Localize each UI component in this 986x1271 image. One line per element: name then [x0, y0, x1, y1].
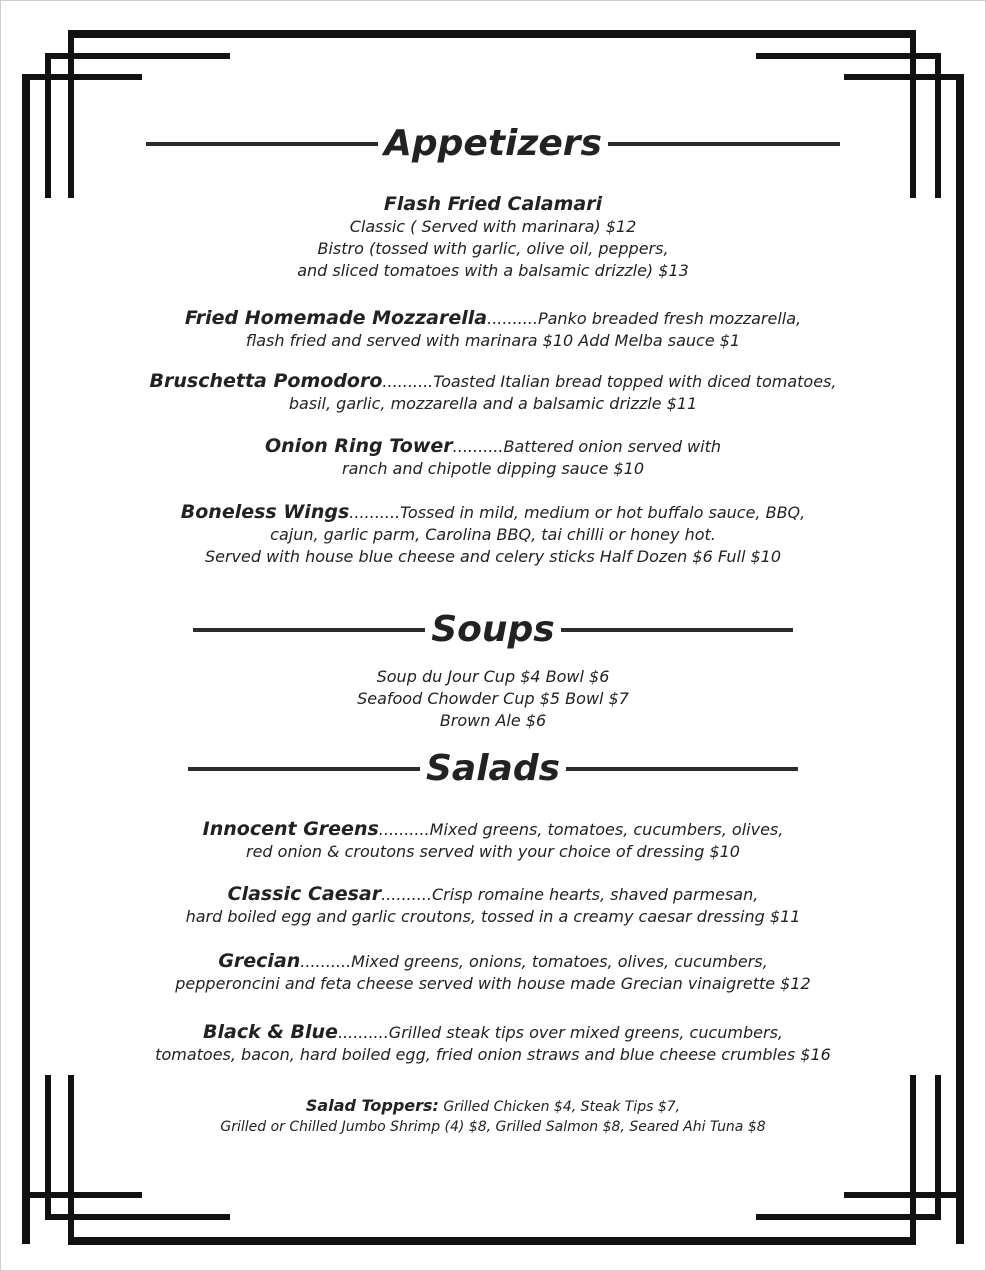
item-desc: ..........Toasted Italian bread topped with diced tomatoes,: [382, 372, 837, 391]
frame-bottom-bar-outer: [68, 1237, 916, 1245]
menu-item-boneless-wings: [110, 501, 876, 568]
menu-item-black-and-blue: [110, 1021, 876, 1066]
item-desc: and sliced tomatoes with a balsamic drizzle) $13: [297, 261, 689, 280]
toppers-desc: Grilled or Chilled Jumbo Shrimp (4) $8, Grilled Salmon $8, Seared Ahi Tuna $8: [220, 1119, 766, 1135]
toppers-desc: Grilled Chicken $4, Steak Tips $7,: [438, 1099, 681, 1115]
item-name: Black & Blue: [203, 1021, 338, 1043]
appetizers-title: Appetizers: [384, 123, 602, 164]
appetizers-heading: [110, 123, 876, 164]
frame-top-bar-outer: [68, 30, 916, 38]
menu-item-grecian: [110, 950, 876, 995]
frame-bottom-bar-inner-left: [22, 1192, 142, 1198]
soup-item: Soup du Jour Cup $4 Bowl $6: [376, 667, 610, 686]
frame-left-bar-middle-top: [45, 53, 51, 198]
frame-right-bar-inner-top: [910, 30, 916, 198]
item-desc: hard boiled egg and garlic croutons, tossed in a creamy caesar dressing $11: [185, 907, 801, 926]
heading-rule-left: [188, 767, 420, 771]
soups-list: [110, 666, 876, 732]
frame-left-bar-middle-bottom: [45, 1075, 51, 1220]
frame-right-bar-outer: [956, 74, 964, 1244]
frame-bottom-bar-middle-right: [756, 1214, 941, 1220]
item-desc: ..........Crisp romaine hearts, shaved parmesan,: [381, 885, 759, 904]
item-desc: flash fried and served with marinara $10 Add Melba sauce $1: [245, 331, 741, 350]
frame-right-bar-middle-bottom: [935, 1075, 941, 1220]
frame-top-bar-inner-left: [22, 74, 142, 80]
menu-item-mozzarella: [110, 307, 876, 352]
menu-item-innocent-greens: [110, 818, 876, 863]
item-name: Bruschetta Pomodoro: [149, 370, 383, 392]
item-desc: tomatoes, bacon, hard boiled egg, fried onion straws and blue cheese crumbles $16: [155, 1045, 831, 1064]
frame-left-bar-outer: [22, 74, 30, 1244]
item-desc: basil, garlic, mozzarella and a balsamic drizzle $11: [288, 394, 698, 413]
item-name: Onion Ring Tower: [265, 435, 453, 457]
item-desc: Bistro (tossed with garlic, olive oil, peppers,: [317, 239, 669, 258]
soups-title: Soups: [431, 609, 555, 650]
heading-rule-left: [146, 142, 378, 146]
heading-rule-right: [608, 142, 840, 146]
item-name: Fried Homemade Mozzarella: [184, 307, 488, 329]
item-name: Boneless Wings: [180, 501, 350, 523]
frame-left-bar-inner-top: [68, 30, 74, 198]
item-name: Innocent Greens: [202, 818, 379, 840]
salads-heading: [110, 748, 876, 789]
menu-item-bruschetta: [110, 370, 876, 415]
soups-heading: [110, 609, 876, 650]
frame-bottom-bar-middle-left: [45, 1214, 230, 1220]
heading-rule-right: [561, 628, 793, 632]
item-desc: Served with house blue cheese and celery sticks Half Dozen $6 Full $10: [204, 547, 782, 566]
soup-item: Brown Ale $6: [439, 711, 547, 730]
item-desc: ..........Panko breaded fresh mozzarella,: [487, 309, 802, 328]
heading-rule-left: [193, 628, 425, 632]
item-desc: pepperoncini and feta cheese served with house made Grecian vinaigrette $12: [175, 974, 811, 993]
item-name: Classic Caesar: [227, 883, 382, 905]
item-desc: cajun, garlic parm, Carolina BBQ, tai chilli or honey hot.: [270, 525, 716, 544]
item-desc: Classic ( Served with marinara) $12: [349, 217, 637, 236]
menu-item-calamari: [110, 193, 876, 282]
item-desc: red onion & croutons served with your choice of dressing $10: [246, 842, 740, 861]
item-desc: ..........Battered onion served with: [452, 437, 721, 456]
item-name: Flash Fried Calamari: [383, 193, 603, 215]
toppers-label: Salad Toppers:: [305, 1096, 439, 1115]
frame-right-bar-middle-top: [935, 53, 941, 198]
item-desc: ..........Tossed in mild, medium or hot buffalo sauce, BBQ,: [349, 503, 806, 522]
item-desc: ..........Mixed greens, onions, tomatoes, olives, cucumbers,: [300, 952, 768, 971]
frame-top-bar-inner-right: [844, 74, 964, 80]
menu-item-classic-caesar: [110, 883, 876, 928]
item-desc: ranch and chipotle dipping sauce $10: [342, 459, 644, 478]
frame-bottom-bar-inner-right: [844, 1192, 964, 1198]
item-desc: ..........Mixed greens, tomatoes, cucumbers, olives,: [378, 820, 784, 839]
item-desc: ..........Grilled steak tips over mixed greens, cucumbers,: [337, 1023, 783, 1042]
menu-item-onion-ring-tower: [110, 435, 876, 480]
salad-toppers: [110, 1096, 876, 1137]
salads-title: Salads: [425, 748, 561, 789]
item-name: Grecian: [218, 950, 301, 972]
soup-item: Seafood Chowder Cup $5 Bowl $7: [357, 689, 629, 708]
heading-rule-right: [566, 767, 798, 771]
